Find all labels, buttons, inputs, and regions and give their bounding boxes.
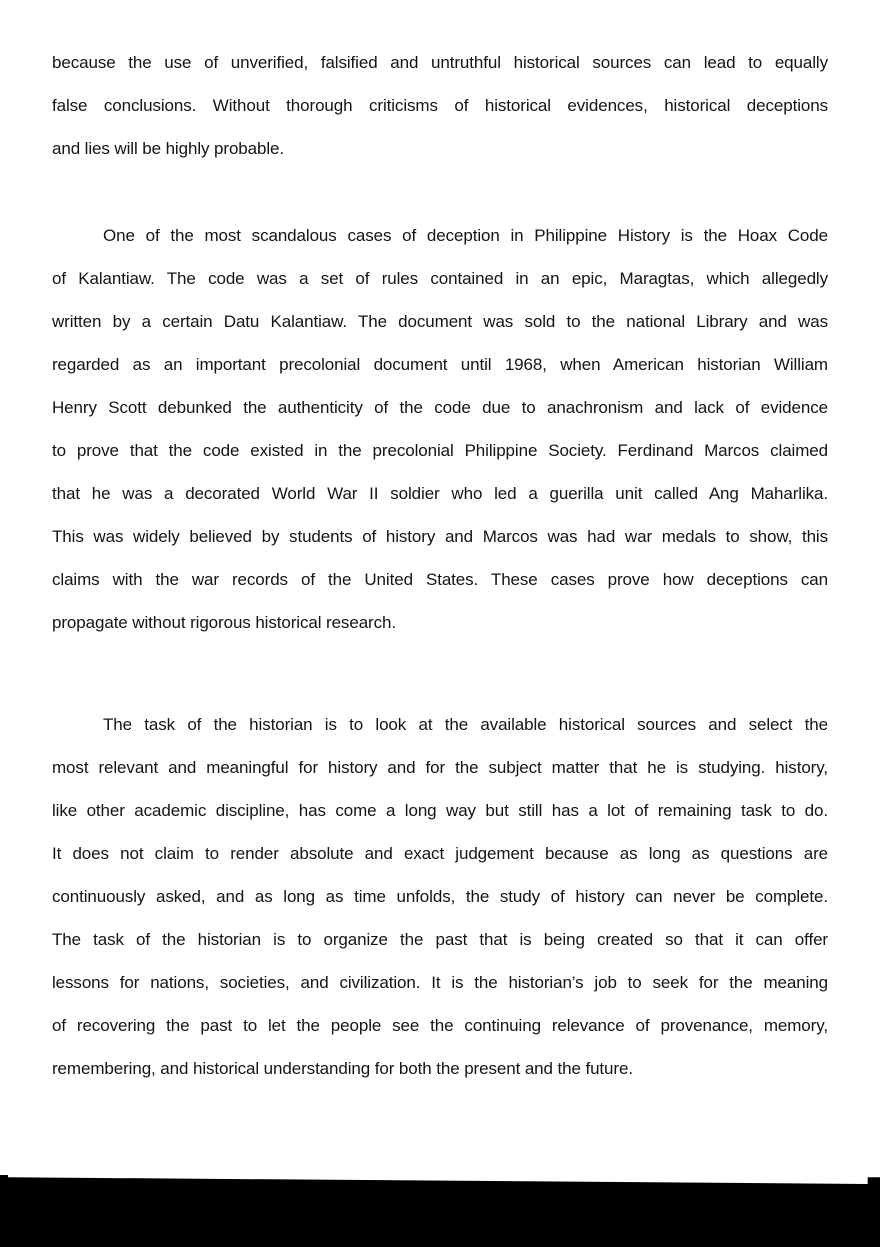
paragraph (52, 703, 828, 1090)
text-line: most relevant and meaningful for history and for the subject matter that he is studying. history, (52, 758, 828, 777)
text-line: and lies will be highly probable. (52, 139, 285, 158)
text-line: lessons for nations, societies, and civilization. It is the historian’s job to seek for the meaning (52, 973, 828, 992)
text-line: One of the most scandalous cases of deception in Philippine History is the Hoax Code (103, 226, 828, 245)
paragraph (52, 41, 828, 170)
text-line: The task of the historian is to look at the available historical sources and select the (103, 715, 828, 734)
text-line: Henry Scott debunked the authenticity of the code due to anachronism and lack of evidence (52, 398, 828, 417)
text-line: It does not claim to render absolute and exact judgement because as long as questions are (52, 844, 828, 863)
text-line: This was widely believed by students of history and Marcos was had war medals to show, this (52, 527, 828, 546)
text-line: The task of the historian is to organize the past that is being created so that it can offer (52, 930, 828, 949)
text-line: propagate without rigorous historical research. (52, 613, 396, 632)
text-line: because the use of unverified, falsified and untruthful historical sources can lead to equally (52, 53, 828, 72)
text-line: of Kalantiaw. The code was a set of rules contained in an epic, Maragtas, which allegedly (52, 269, 828, 288)
text-line: that he was a decorated World War II soldier who led a guerilla unit called Ang Maharlika. (52, 484, 828, 503)
text-line: remembering, and historical understanding for both the present and the future. (52, 1059, 633, 1078)
text-line: of recovering the past to let the people see the continuing relevance of provenance, memory, (52, 1016, 828, 1035)
text-line: claims with the war records of the United States. These cases prove how deceptions can (52, 570, 828, 589)
text-line: to prove that the code existed in the precolonial Philippine Society. Ferdinand Marcos claimed (52, 441, 828, 460)
bottom-scan-bar (0, 1172, 880, 1247)
text-line: written by a certain Datu Kalantiaw. The document was sold to the national Library and was (52, 312, 828, 331)
text-line: regarded as an important precolonial document until 1968, when American historian William (52, 355, 828, 374)
text-line: continuously asked, and as long as time unfolds, the study of history can never be complete. (52, 887, 828, 906)
text-line: like other academic discipline, has come a long way but still has a lot of remaining task to do. (52, 801, 828, 820)
text-line: false conclusions. Without thorough criticisms of historical evidences, historical deceptions (52, 96, 828, 115)
paragraph (52, 214, 828, 644)
document-body (52, 41, 828, 1090)
